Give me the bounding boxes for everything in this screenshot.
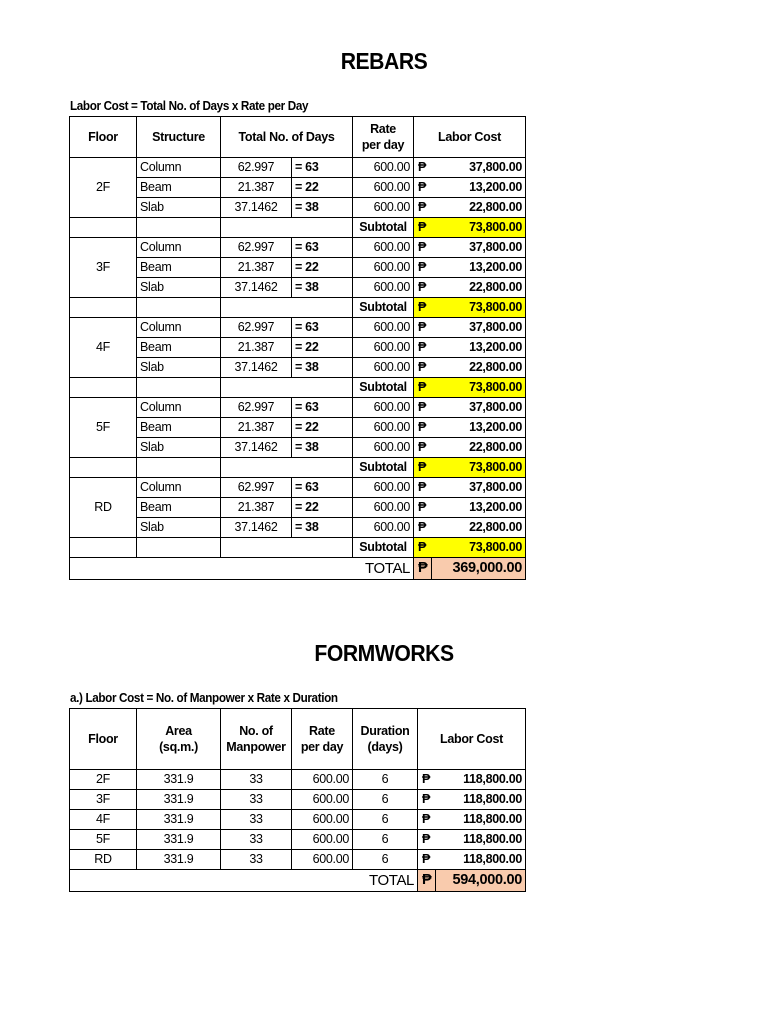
days-cell: 37.1462	[221, 278, 292, 298]
rebars-body	[70, 158, 526, 558]
rebars-formula: Labor Cost = Total No. of Days x Rate per Day	[70, 98, 309, 113]
days-cell: 21.387	[221, 498, 292, 518]
empty-cell	[137, 218, 221, 238]
peso-sign: ₱	[414, 178, 432, 198]
days-cell: 62.997	[221, 478, 292, 498]
header-labor-cost: Labor Cost	[414, 117, 526, 158]
days-cell: 62.997	[221, 238, 292, 258]
subtotal-label: Subtotal	[353, 538, 414, 558]
header-floor: Floor	[70, 117, 137, 158]
fw-header-area-line1: Area	[165, 724, 192, 738]
peso-sign: ₱	[414, 438, 432, 458]
header-rate	[353, 117, 414, 158]
fw-header-rate-line1: Rate	[309, 724, 335, 738]
table-row	[70, 850, 526, 870]
duration-cell: 6	[353, 790, 418, 810]
labor-cost-cell: 37,800.00	[432, 158, 526, 178]
empty-cell	[292, 378, 353, 398]
structure-cell: Beam	[137, 178, 221, 198]
empty-cell	[221, 298, 292, 318]
subtotal-label: Subtotal	[353, 458, 414, 478]
days-cell: 21.387	[221, 258, 292, 278]
structure-cell: Column	[137, 478, 221, 498]
subtotal-peso: ₱	[414, 298, 432, 318]
rate-cell: 600.00	[353, 358, 414, 378]
floor-cell: 5F	[70, 830, 137, 850]
empty-cell	[137, 298, 221, 318]
structure-cell: Slab	[137, 438, 221, 458]
table-row	[70, 418, 526, 438]
peso-sign: ₱	[414, 238, 432, 258]
labor-cost-cell: 13,200.00	[432, 178, 526, 198]
floor-cell: 2F	[70, 158, 137, 218]
labor-cost-cell: 37,800.00	[432, 318, 526, 338]
labor-cost-cell: 118,800.00	[436, 790, 526, 810]
peso-sign: ₱	[414, 278, 432, 298]
peso-sign: ₱	[414, 338, 432, 358]
duration-cell: 6	[353, 770, 418, 790]
rounded-days-cell: = 63	[292, 238, 353, 258]
labor-cost-cell: 118,800.00	[436, 830, 526, 850]
fw-header-area	[137, 709, 221, 770]
empty-cell	[221, 378, 292, 398]
header-rate-line1: Rate	[370, 122, 396, 136]
empty-cell	[292, 538, 353, 558]
subtotal-row	[70, 538, 526, 558]
peso-sign: ₱	[414, 158, 432, 178]
rate-cell: 600.00	[353, 398, 414, 418]
manpower-cell: 33	[221, 830, 292, 850]
table-row	[70, 810, 526, 830]
subtotal-label: Subtotal	[353, 378, 414, 398]
rate-cell: 600.00	[353, 198, 414, 218]
table-row	[70, 358, 526, 378]
formworks-total-label: TOTAL	[70, 870, 418, 892]
days-cell: 21.387	[221, 338, 292, 358]
fw-header-duration	[353, 709, 418, 770]
structure-cell: Slab	[137, 198, 221, 218]
subtotal-value: 73,800.00	[432, 378, 526, 398]
labor-cost-cell: 22,800.00	[432, 438, 526, 458]
structure-cell: Column	[137, 398, 221, 418]
fw-header-duration-line2: (days)	[367, 740, 403, 754]
header-total-days: Total No. of Days	[221, 117, 353, 158]
rate-cell: 600.00	[353, 478, 414, 498]
labor-cost-cell: 22,800.00	[432, 198, 526, 218]
empty-cell	[70, 218, 137, 238]
rounded-days-cell: = 22	[292, 258, 353, 278]
structure-cell: Column	[137, 318, 221, 338]
rounded-days-cell: = 22	[292, 338, 353, 358]
table-row	[70, 178, 526, 198]
peso-sign: ₱	[414, 198, 432, 218]
days-cell: 62.997	[221, 318, 292, 338]
peso-sign: ₱	[414, 318, 432, 338]
days-cell: 37.1462	[221, 358, 292, 378]
fw-header-area-line2: (sq.m.)	[159, 740, 198, 754]
fw-header-manpower-line2: Manpower	[226, 740, 286, 754]
rate-cell: 600.00	[353, 178, 414, 198]
labor-cost-cell: 37,800.00	[432, 398, 526, 418]
area-cell: 331.9	[137, 810, 221, 830]
table-row	[70, 398, 526, 418]
labor-cost-cell: 37,800.00	[432, 478, 526, 498]
rounded-days-cell: = 63	[292, 398, 353, 418]
floor-cell: 4F	[70, 318, 137, 378]
table-row	[70, 518, 526, 538]
rounded-days-cell: = 63	[292, 158, 353, 178]
peso-sign: ₱	[418, 810, 436, 830]
rounded-days-cell: = 63	[292, 318, 353, 338]
structure-cell: Slab	[137, 518, 221, 538]
subtotal-value: 73,800.00	[432, 538, 526, 558]
subtotal-value: 73,800.00	[432, 218, 526, 238]
rate-cell: 600.00	[353, 258, 414, 278]
table-row	[70, 278, 526, 298]
formworks-title: FORMWORKS	[314, 640, 454, 666]
peso-sign: ₱	[414, 498, 432, 518]
empty-cell	[292, 218, 353, 238]
labor-cost-cell: 22,800.00	[432, 518, 526, 538]
formworks-total-peso: ₱	[418, 870, 436, 892]
empty-cell	[292, 458, 353, 478]
days-cell: 62.997	[221, 158, 292, 178]
peso-sign: ₱	[414, 358, 432, 378]
peso-sign: ₱	[414, 518, 432, 538]
subtotal-row	[70, 298, 526, 318]
rebars-title: REBARS	[340, 48, 428, 74]
rounded-days-cell: = 38	[292, 438, 353, 458]
floor-cell: 4F	[70, 810, 137, 830]
rate-cell: 600.00	[353, 438, 414, 458]
fw-header-rate-line2: per day	[300, 740, 344, 754]
empty-cell	[292, 298, 353, 318]
rate-cell: 600.00	[353, 518, 414, 538]
manpower-cell: 33	[221, 790, 292, 810]
fw-header-manpower-line1: No. of	[239, 724, 273, 738]
peso-sign: ₱	[414, 418, 432, 438]
table-row	[70, 498, 526, 518]
rate-cell: 600.00	[292, 790, 353, 810]
formworks-table	[69, 708, 526, 892]
empty-cell	[137, 458, 221, 478]
structure-cell: Column	[137, 158, 221, 178]
rate-cell: 600.00	[292, 850, 353, 870]
structure-cell: Column	[137, 238, 221, 258]
empty-cell	[221, 458, 292, 478]
rate-cell: 600.00	[353, 238, 414, 258]
rate-cell: 600.00	[292, 830, 353, 850]
peso-sign: ₱	[418, 770, 436, 790]
rounded-days-cell: = 22	[292, 178, 353, 198]
rebars-total-value: 369,000.00	[432, 558, 526, 580]
floor-cell: 5F	[70, 398, 137, 458]
rebars-total-peso: ₱	[414, 558, 432, 580]
days-cell: 37.1462	[221, 438, 292, 458]
subtotal-peso: ₱	[414, 378, 432, 398]
empty-cell	[137, 538, 221, 558]
rebars-total-label: TOTAL	[70, 558, 414, 580]
formworks-body	[70, 770, 526, 870]
empty-cell	[137, 378, 221, 398]
days-cell: 62.997	[221, 398, 292, 418]
rounded-days-cell: = 63	[292, 478, 353, 498]
labor-cost-cell: 22,800.00	[432, 358, 526, 378]
subtotal-row	[70, 458, 526, 478]
labor-cost-cell: 13,200.00	[432, 258, 526, 278]
rebars-table	[69, 116, 526, 580]
table-row	[70, 790, 526, 810]
header-rate-line2: per day	[361, 138, 405, 152]
subtotal-peso: ₱	[414, 218, 432, 238]
table-row	[70, 770, 526, 790]
subtotal-value: 73,800.00	[432, 458, 526, 478]
empty-cell	[70, 378, 137, 398]
empty-cell	[70, 538, 137, 558]
rate-cell: 600.00	[353, 338, 414, 358]
peso-sign: ₱	[414, 478, 432, 498]
labor-cost-cell: 118,800.00	[436, 810, 526, 830]
rate-cell: 600.00	[353, 418, 414, 438]
peso-sign: ₱	[418, 790, 436, 810]
structure-cell: Beam	[137, 498, 221, 518]
rounded-days-cell: = 38	[292, 518, 353, 538]
empty-cell	[221, 538, 292, 558]
labor-cost-cell: 13,200.00	[432, 418, 526, 438]
table-row	[70, 338, 526, 358]
labor-cost-cell: 13,200.00	[432, 498, 526, 518]
subtotal-row	[70, 218, 526, 238]
labor-cost-cell: 22,800.00	[432, 278, 526, 298]
duration-cell: 6	[353, 810, 418, 830]
fw-header-manpower	[221, 709, 292, 770]
table-row	[70, 438, 526, 458]
rounded-days-cell: = 38	[292, 358, 353, 378]
floor-cell: 3F	[70, 790, 137, 810]
rate-cell: 600.00	[353, 498, 414, 518]
empty-cell	[221, 218, 292, 238]
peso-sign: ₱	[418, 850, 436, 870]
fw-header-floor: Floor	[70, 709, 137, 770]
days-cell: 21.387	[221, 418, 292, 438]
rounded-days-cell: = 38	[292, 198, 353, 218]
structure-cell: Slab	[137, 358, 221, 378]
header-structure: Structure	[137, 117, 221, 158]
rate-cell: 600.00	[292, 770, 353, 790]
area-cell: 331.9	[137, 850, 221, 870]
fw-header-rate	[292, 709, 353, 770]
rate-cell: 600.00	[292, 810, 353, 830]
table-row	[70, 238, 526, 258]
duration-cell: 6	[353, 830, 418, 850]
days-cell: 21.387	[221, 178, 292, 198]
manpower-cell: 33	[221, 810, 292, 830]
formworks-total-value: 594,000.00	[436, 870, 526, 892]
peso-sign: ₱	[414, 258, 432, 278]
fw-header-labor-cost: Labor Cost	[418, 709, 526, 770]
formworks-formula: a.) Labor Cost = No. of Manpower x Rate x Duration	[70, 690, 338, 705]
floor-cell: 2F	[70, 770, 137, 790]
peso-sign: ₱	[418, 830, 436, 850]
floor-cell: RD	[70, 850, 137, 870]
structure-cell: Beam	[137, 258, 221, 278]
subtotal-label: Subtotal	[353, 218, 414, 238]
table-row	[70, 158, 526, 178]
rate-cell: 600.00	[353, 158, 414, 178]
structure-cell: Beam	[137, 418, 221, 438]
rate-cell: 600.00	[353, 278, 414, 298]
rounded-days-cell: = 22	[292, 498, 353, 518]
peso-sign: ₱	[414, 398, 432, 418]
days-cell: 37.1462	[221, 518, 292, 538]
structure-cell: Slab	[137, 278, 221, 298]
table-row	[70, 258, 526, 278]
empty-cell	[70, 458, 137, 478]
rounded-days-cell: = 38	[292, 278, 353, 298]
floor-cell: 3F	[70, 238, 137, 298]
fw-header-duration-line1: Duration	[360, 724, 410, 738]
subtotal-value: 73,800.00	[432, 298, 526, 318]
rate-cell: 600.00	[353, 318, 414, 338]
manpower-cell: 33	[221, 770, 292, 790]
table-row	[70, 478, 526, 498]
area-cell: 331.9	[137, 830, 221, 850]
subtotal-row	[70, 378, 526, 398]
table-row	[70, 318, 526, 338]
duration-cell: 6	[353, 850, 418, 870]
subtotal-peso: ₱	[414, 458, 432, 478]
manpower-cell: 33	[221, 850, 292, 870]
empty-cell	[70, 298, 137, 318]
subtotal-peso: ₱	[414, 538, 432, 558]
labor-cost-cell: 13,200.00	[432, 338, 526, 358]
rounded-days-cell: = 22	[292, 418, 353, 438]
area-cell: 331.9	[137, 790, 221, 810]
table-row	[70, 830, 526, 850]
area-cell: 331.9	[137, 770, 221, 790]
labor-cost-cell: 118,800.00	[436, 770, 526, 790]
labor-cost-cell: 118,800.00	[436, 850, 526, 870]
structure-cell: Beam	[137, 338, 221, 358]
days-cell: 37.1462	[221, 198, 292, 218]
floor-cell: RD	[70, 478, 137, 538]
labor-cost-cell: 37,800.00	[432, 238, 526, 258]
table-row	[70, 198, 526, 218]
subtotal-label: Subtotal	[353, 298, 414, 318]
